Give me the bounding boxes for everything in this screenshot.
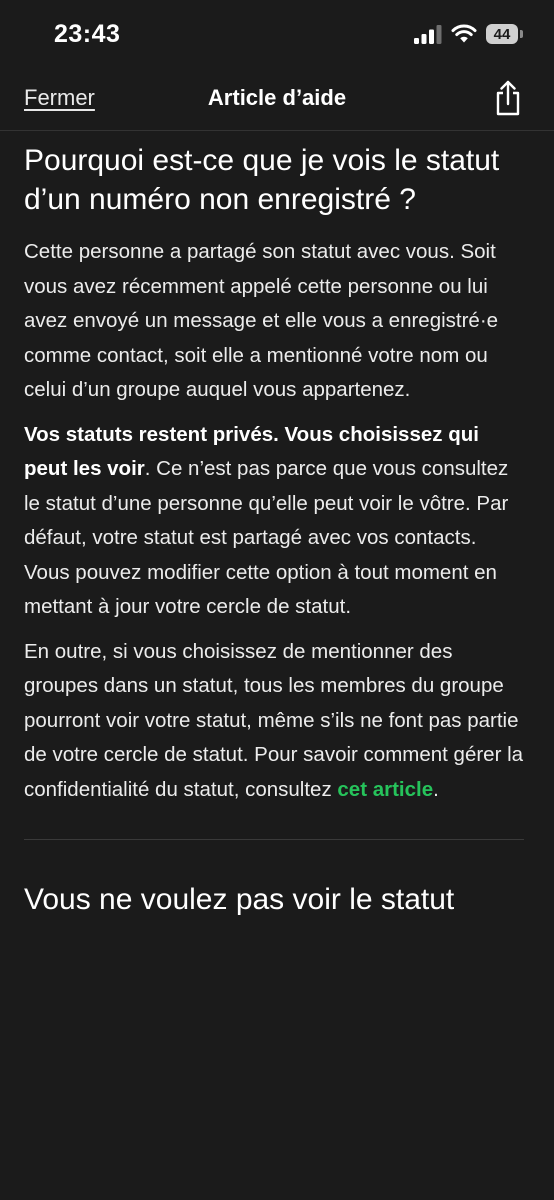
paragraph-3 <box>24 635 524 808</box>
signal-icon <box>414 25 442 44</box>
paragraph-2-bold: Vos statuts restent privés. Vous choisissez qui peut les voir <box>24 422 479 480</box>
paragraph-3-text: En outre, si vous choisissez de mentionner des groupes dans un statut, tous les membres du groupe pourront voir votre statut, même s’ils ne font pas partie de votre cercle de statut. Pour savoir comment gérer la confidentialité du statut, consultez <box>24 639 524 801</box>
section-divider <box>24 839 524 840</box>
paragraph-1: Cette personne a partagé son statut avec vous. Soit vous avez récemment appelé cette personne ou lui avez envoyé un message et elle vous a enregistré·e comme contact, soit elle a mentionné votre nom ou celui d’un groupe auquel vous appartenez. <box>24 240 499 401</box>
paragraph-2-text: . Ce n’est pas parce que vous consultez le statut d’une personne qu’elle peut voir le vôtre. Par défaut, votre statut est partagé avec vos contacts. Vous pouvez modifier cette option à tout moment en mettant à jour votre cercle de statut. <box>24 457 509 618</box>
share-button[interactable] <box>492 78 524 118</box>
clock: 23:43 <box>54 20 121 48</box>
article-title: Pourquoi est-ce que je vois le statut d’un numéro non enregistré ? <box>24 144 500 216</box>
next-article-title: Vous ne voulez pas voir le statut <box>24 883 455 916</box>
paragraph-2 <box>24 418 524 625</box>
status-icons <box>414 24 518 44</box>
article-content <box>24 141 524 935</box>
article-link[interactable]: cet article <box>337 777 434 801</box>
share-icon <box>492 78 524 118</box>
wifi-icon <box>451 24 477 44</box>
paragraph-3-end: . <box>433 777 439 801</box>
close-button[interactable]: Fermer <box>24 85 95 110</box>
page-title: Article d’aide <box>207 85 347 110</box>
battery-icon <box>486 24 518 44</box>
nav-bar <box>0 74 554 131</box>
status-bar <box>0 0 554 74</box>
battery-level: 44 <box>493 25 511 43</box>
